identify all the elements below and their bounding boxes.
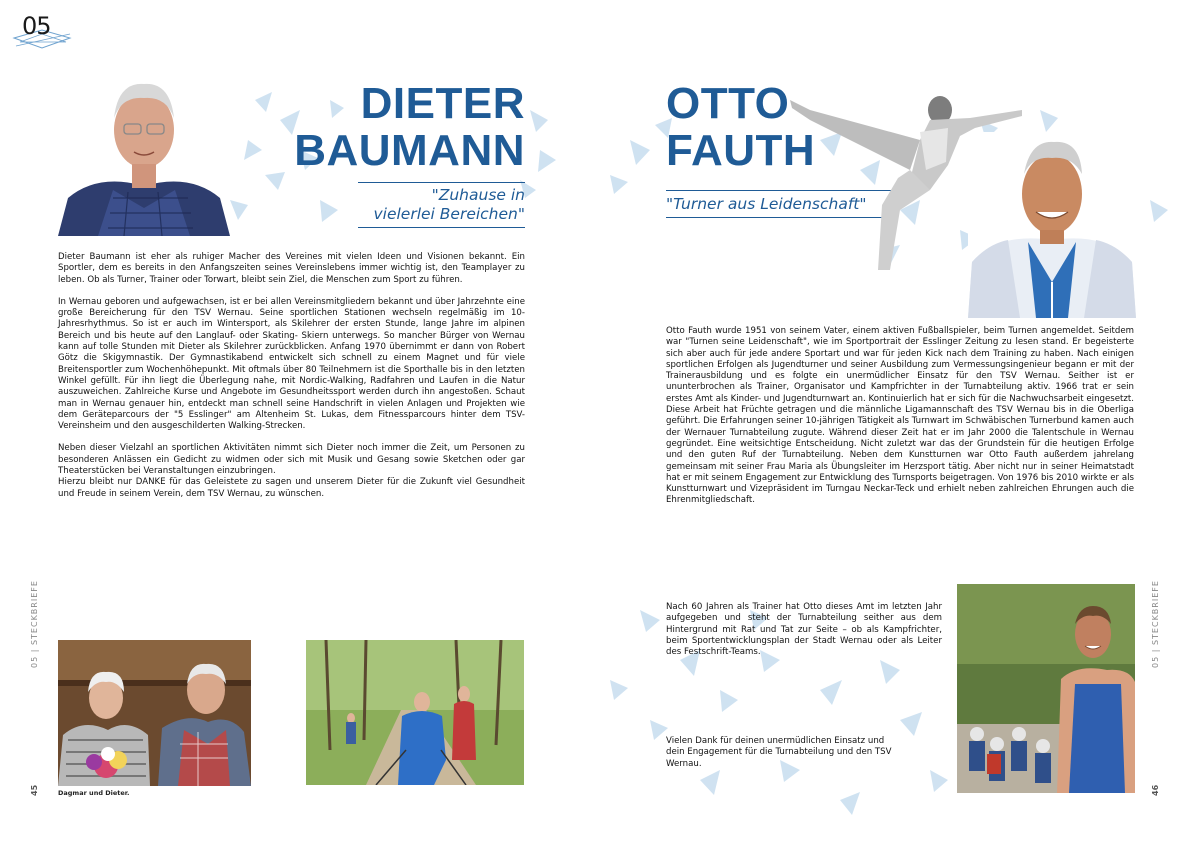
page-number-right: 46 bbox=[1151, 784, 1160, 796]
left-quote-rule-bottom bbox=[358, 227, 525, 228]
photo-nordic-walking bbox=[306, 640, 524, 785]
photo-caption: Dagmar und Dieter. bbox=[58, 789, 130, 797]
side-label-right: 05 | STECKBRIEFE bbox=[1151, 580, 1160, 668]
left-quote bbox=[340, 186, 525, 224]
photo-dagmar-dieter bbox=[58, 640, 251, 786]
left-name bbox=[240, 80, 525, 174]
left-paragraph-1: Dieter Baumann ist eher als ruhiger Macher des Vereines mit vielen Ideen und Visionen bekannt. Ein Sportler, dem es bereits in den Anfangszeiten seines Vereinslebens immer wichtig ist, den Teamplayer zu leben. Ob als Turner, Trainer oder Torwart, bleibt sein Ziel, die Menschen zum Sport zu führen. bbox=[58, 252, 525, 285]
dieter-portrait bbox=[58, 68, 230, 236]
thanks-text: Vielen Dank für deinen unermüdlichen Einsatz und dein Engagement für die Turnabteilung und den TSV Wernau. bbox=[666, 736, 892, 769]
left-name-line1: DIETER bbox=[360, 79, 525, 128]
left-paragraph-2: In Wernau geboren und aufgewachsen, ist er bei allen Vereinsmitgliedern bekannt und über Jahrzehnte eine große Bereicherung für den TSV Wernau. Seine sportlichen Stationen wechseln regelmäßig im 10-Jahresrhythmus. So ist er auch im Wintersport, als Skilehrer der ersten Stunde, lange Jahre im alpinen Bereich und bis heute auf den Langlauf- oder Skating- Skiern unterwegs. So mancher Bürger von Wernau kann auf tolle Stunden mit Dieter als Skilehrer zurückblicken. Anfang 1970 übernimmt er dann von Robert Götz die Skigymnastik. Der Gymnastikabend entwickelt sich schnell zu einem Magnet und für viele Breitensportler zum Wochenhöhepunkt. Mit oftmals über 80 Teilnehmern ist die Sporthalle bis in den letzten Winkel gefüllt. Für ihn liegt die Überlegung nahe, mit Nordic-Walking, Radfahren und Laufen in die Natur auszuweichen. Zahlreiche Kurse und Angebote im Gesundheitssport werden durch ihn angestoßen. Schaut man in Wernau genauer hin, entdeckt man schnell seine Handschrift in vielen Anlagen und Projekten wie dem Geräteparcours der "5 Esslinger" am Altenheim St. Lukas, dem Fitnessparcours hinter dem TSV-Vereinsheim und den ausgeschilderten Walking-Strecken. bbox=[58, 296, 525, 432]
otto-portrait bbox=[968, 132, 1136, 318]
right-name-line1: OTTO bbox=[666, 79, 790, 128]
side-label-left: 05 | STECKBRIEFE bbox=[30, 580, 39, 668]
left-body-text bbox=[58, 252, 525, 511]
left-quote-rule-top bbox=[358, 182, 525, 183]
right-name-line2: FAUTH bbox=[666, 126, 816, 175]
chapter-number: 05 bbox=[22, 12, 51, 40]
left-name-line2: BAUMANN bbox=[294, 126, 525, 175]
right-body-text-2: Nach 60 Jahren als Trainer hat Otto dieses Amt im letzten Jahr aufgegeben und steht der Turnabteilung seither aus dem Hintergrund mit Rat und Tat zur Seite – ob als Kampfrichter, beim Sportentwicklungsplan der Stadt Wernau oder als Leiter des Festschrift-Teams. bbox=[666, 602, 942, 658]
photo-otto-group bbox=[957, 584, 1135, 793]
right-body-text: Otto Fauth wurde 1951 von seinem Vater, einem aktiven Fußballspieler, beim Turnen angemeldet. Seitdem war "Turnen seine Leidenschaft", wie im Sportportrait der Esslinger Zeitung zu lesen stand. Er begeisterte sich aber auch für jede andere Sportart und war für jeden Kick nach dem Training zu haben. Nach einigen sportlichen Erfolgen als Jugendturner und seiner Ausbildung zum Vermessungsingenieur begann er mit der Trainerausbildung und es folgte ein unermüdlicher Einsatz für den TSV Wernau. Seither ist er ununterbrochen als Trainer, Organisator und Kampfrichter in der Turnabteilung aktiv. 1966 trat er sein erstes Amt als Kinder- und Jugendturnwart an. Kontinuierlich hat er sich für die Nachwuchsarbeit eingesetzt. Diese Arbeit hat Früchte getragen und die männliche Ligamannschaft des TSV Wernau bis in die Oberliga geführt. Die Erfahrungen seiner 10-jährigen Tätigkeit als Turnwart im Schwäbischen Turnerbund kamen auch der Wernauer Turnabteilung zugute. Während dieser Zeit hat er im Jahr 2000 die Talentschule in Wernau gegründet. Eine weitsichtige Entscheidung. Nicht zuletzt war das der Grundstein für die heutigen Erfolge und den guten Ruf der Turnabteilung. Neben dem Kunstturnen war Otto Fauth außerdem jahrelang gemeinsam mit seiner Frau Maria als Übungsleiter im Herzsport tätig. Aber nicht nur in seiner Heimatstadt hat er mit seinem Engagement zur Entwicklung des Turnsports beigetragen. Von 1976 bis 2010 wirkte er als Kunstturnwart und Vizepräsident im Turngau Neckar-Teck und erhielt neben zahlreichen Ehrungen auch die Ehrenmitgliedschaft. bbox=[666, 326, 1134, 506]
left-quote-line1: "Zuhause in bbox=[431, 186, 525, 204]
left-quote-line2: vielerlei Bereichen" bbox=[373, 205, 525, 223]
chapter-badge bbox=[12, 8, 74, 52]
right-quote: "Turner aus Leidenschaft" bbox=[666, 195, 867, 213]
page-number-left: 45 bbox=[30, 784, 39, 796]
left-paragraph-4: Hierzu bleibt nur DANKE für das Geleistete zu sagen und unserem Dieter für die Zukunft viel Gesundheit und Freude in seinem Verein, dem TSV Wernau, zu wünschen. bbox=[58, 477, 525, 499]
left-paragraph-3: Neben dieser Vielzahl an sportlichen Aktivitäten nimmt sich Dieter noch immer die Zeit, um Personen zu besonderen Anlässen ein Gedicht zu widmen oder sich mit Musik und Gesang sowie Sketchen oder gar Theaterstücken bei Veranstaltungen einzubringen. bbox=[58, 443, 525, 477]
